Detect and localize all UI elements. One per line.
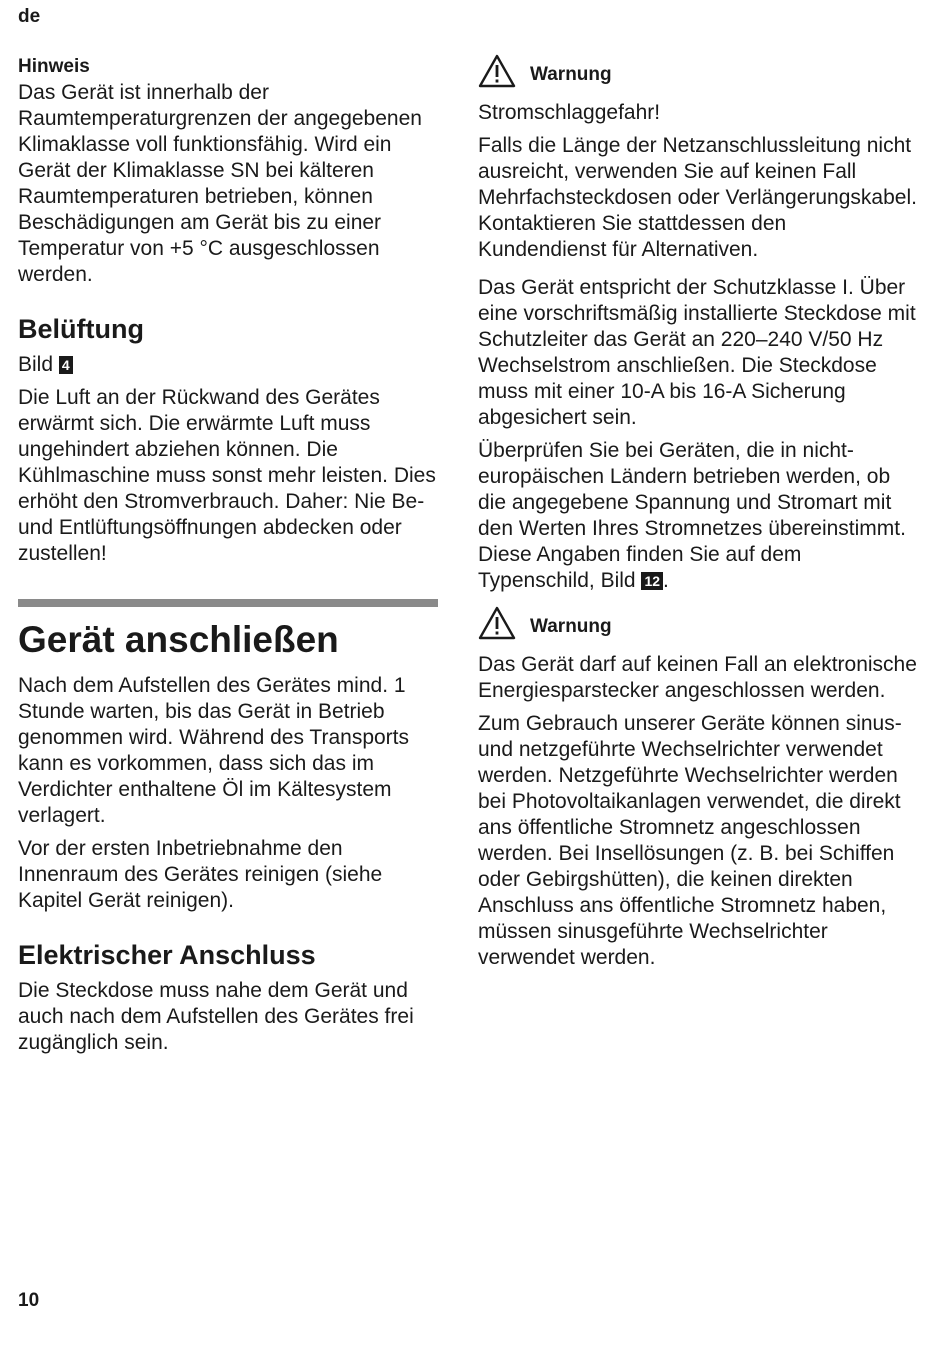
connect-text-2: Vor der ersten Inbetriebnahme den Innenraum des Gerätes reinigen (siehe Kapitel Gerät reinigen). <box>18 837 383 912</box>
warning-1-label: Warnung <box>530 64 612 85</box>
protection-class-text: Das Gerät entspricht der Schutzklasse I. Über eine vorschriftsmäßig installierte Steckdose mit Schutzleiter das Gerät an 220–240 V/50 Hz Wechselstrom anschließen. Die Steckdose muss mit einer 10-A bis 16-A Sicherung abgesichert sein. <box>478 276 916 429</box>
ventilation-figure-ref <box>18 352 438 378</box>
warning-2-header <box>478 606 918 640</box>
figure-number-badge: 12 <box>641 572 663 590</box>
warning-1-text: Falls die Länge der Netzanschlussleitung nicht ausreicht, verwenden Sie auf keinen Fall Mehrfachsteckdosen oder Verlängerungskabel. Kontaktieren Sie stattdessen den Kundendienst für Alternativen. <box>478 134 917 261</box>
electric-text: Die Steckdose muss nahe dem Gerät und auch nach dem Aufstellen des Gerätes frei zugänglich sein. <box>18 979 414 1054</box>
warning-triangle-icon <box>478 54 516 88</box>
warning-2-label: Warnung <box>530 616 612 637</box>
language-code: de <box>18 6 41 27</box>
warning-1-title: Stromschlaggefahr! <box>478 101 661 124</box>
inverter-text: Zum Gebrauch unserer Geräte können sinus- und netzgeführte Wechselrichter verwendet werden. Netzgeführte Wechselrichter werden bei Photovoltaikanlagen verwendet, die direkt ans öffentliche Stromnetz angeschlossen werden. Bei Insellösungen (z. B. bei Schiffen oder Gebirgshütten), die keinen direkten Anschluss ans öffentliche Stromnetz haben, müssen sinusgeführte Wechselrichter verwendet werden. <box>478 712 902 969</box>
warning-triangle-icon <box>478 606 516 640</box>
electric-heading: Elektrischer Anschluss <box>18 940 316 970</box>
right-column <box>478 54 918 978</box>
note-title: Hinweis <box>18 56 90 77</box>
warning-1-header <box>478 54 918 88</box>
figure-label: Bild <box>18 353 54 376</box>
left-column <box>18 54 438 1063</box>
voltage-check-text <box>478 438 918 594</box>
figure-number-badge: 4 <box>59 356 73 374</box>
page-number: 10 <box>18 1290 40 1311</box>
sentence-end: . <box>663 569 669 592</box>
connect-text-1: Nach dem Aufstellen des Gerätes mind. 1 Stunde warten, bis das Gerät in Betrieb genommen wird. Während des Transports kann es vorkommen, dass sich das im Verdichter enthaltene Öl im Kältesystem verlagert. <box>18 674 410 827</box>
warning-2-text: Das Gerät darf auf keinen Fall an elektronische Energiesparstecker angeschlossen werden. <box>478 653 917 702</box>
ventilation-heading: Belüftung <box>18 314 144 344</box>
section-divider <box>18 599 438 607</box>
main-heading: Gerät anschließen <box>18 619 339 660</box>
voltage-check-body: Überprüfen Sie bei Geräten, die in nicht-europäischen Ländern betrieben werden, ob die angegebene Spannung und Stromart mit den Werten Ihres Stromnetzes übereinstimmt. Diese Angaben finden Sie auf dem Typenschild, Bild <box>478 439 906 592</box>
ventilation-text: Die Luft an der Rückwand des Gerätes erwärmt sich. Die erwärmte Luft muss ungehindert abziehen können. Die Kühlmaschine muss sonst mehr leisten. Dies erhöht den Stromverbrauch. Daher: Nie Be- und Entlüftungsöffnungen abdecken oder zustellen! <box>18 386 436 565</box>
note-text: Das Gerät ist innerhalb der Raumtemperaturgrenzen der angegebenen Klimaklasse voll funktionsfähig. Wird ein Gerät der Klimaklasse SN bei kälteren Raumtemperaturen betrieben, können Beschädigungen am Gerät bis zu einer Temperatur von +5 °C ausgeschlossen werden. <box>18 81 422 286</box>
